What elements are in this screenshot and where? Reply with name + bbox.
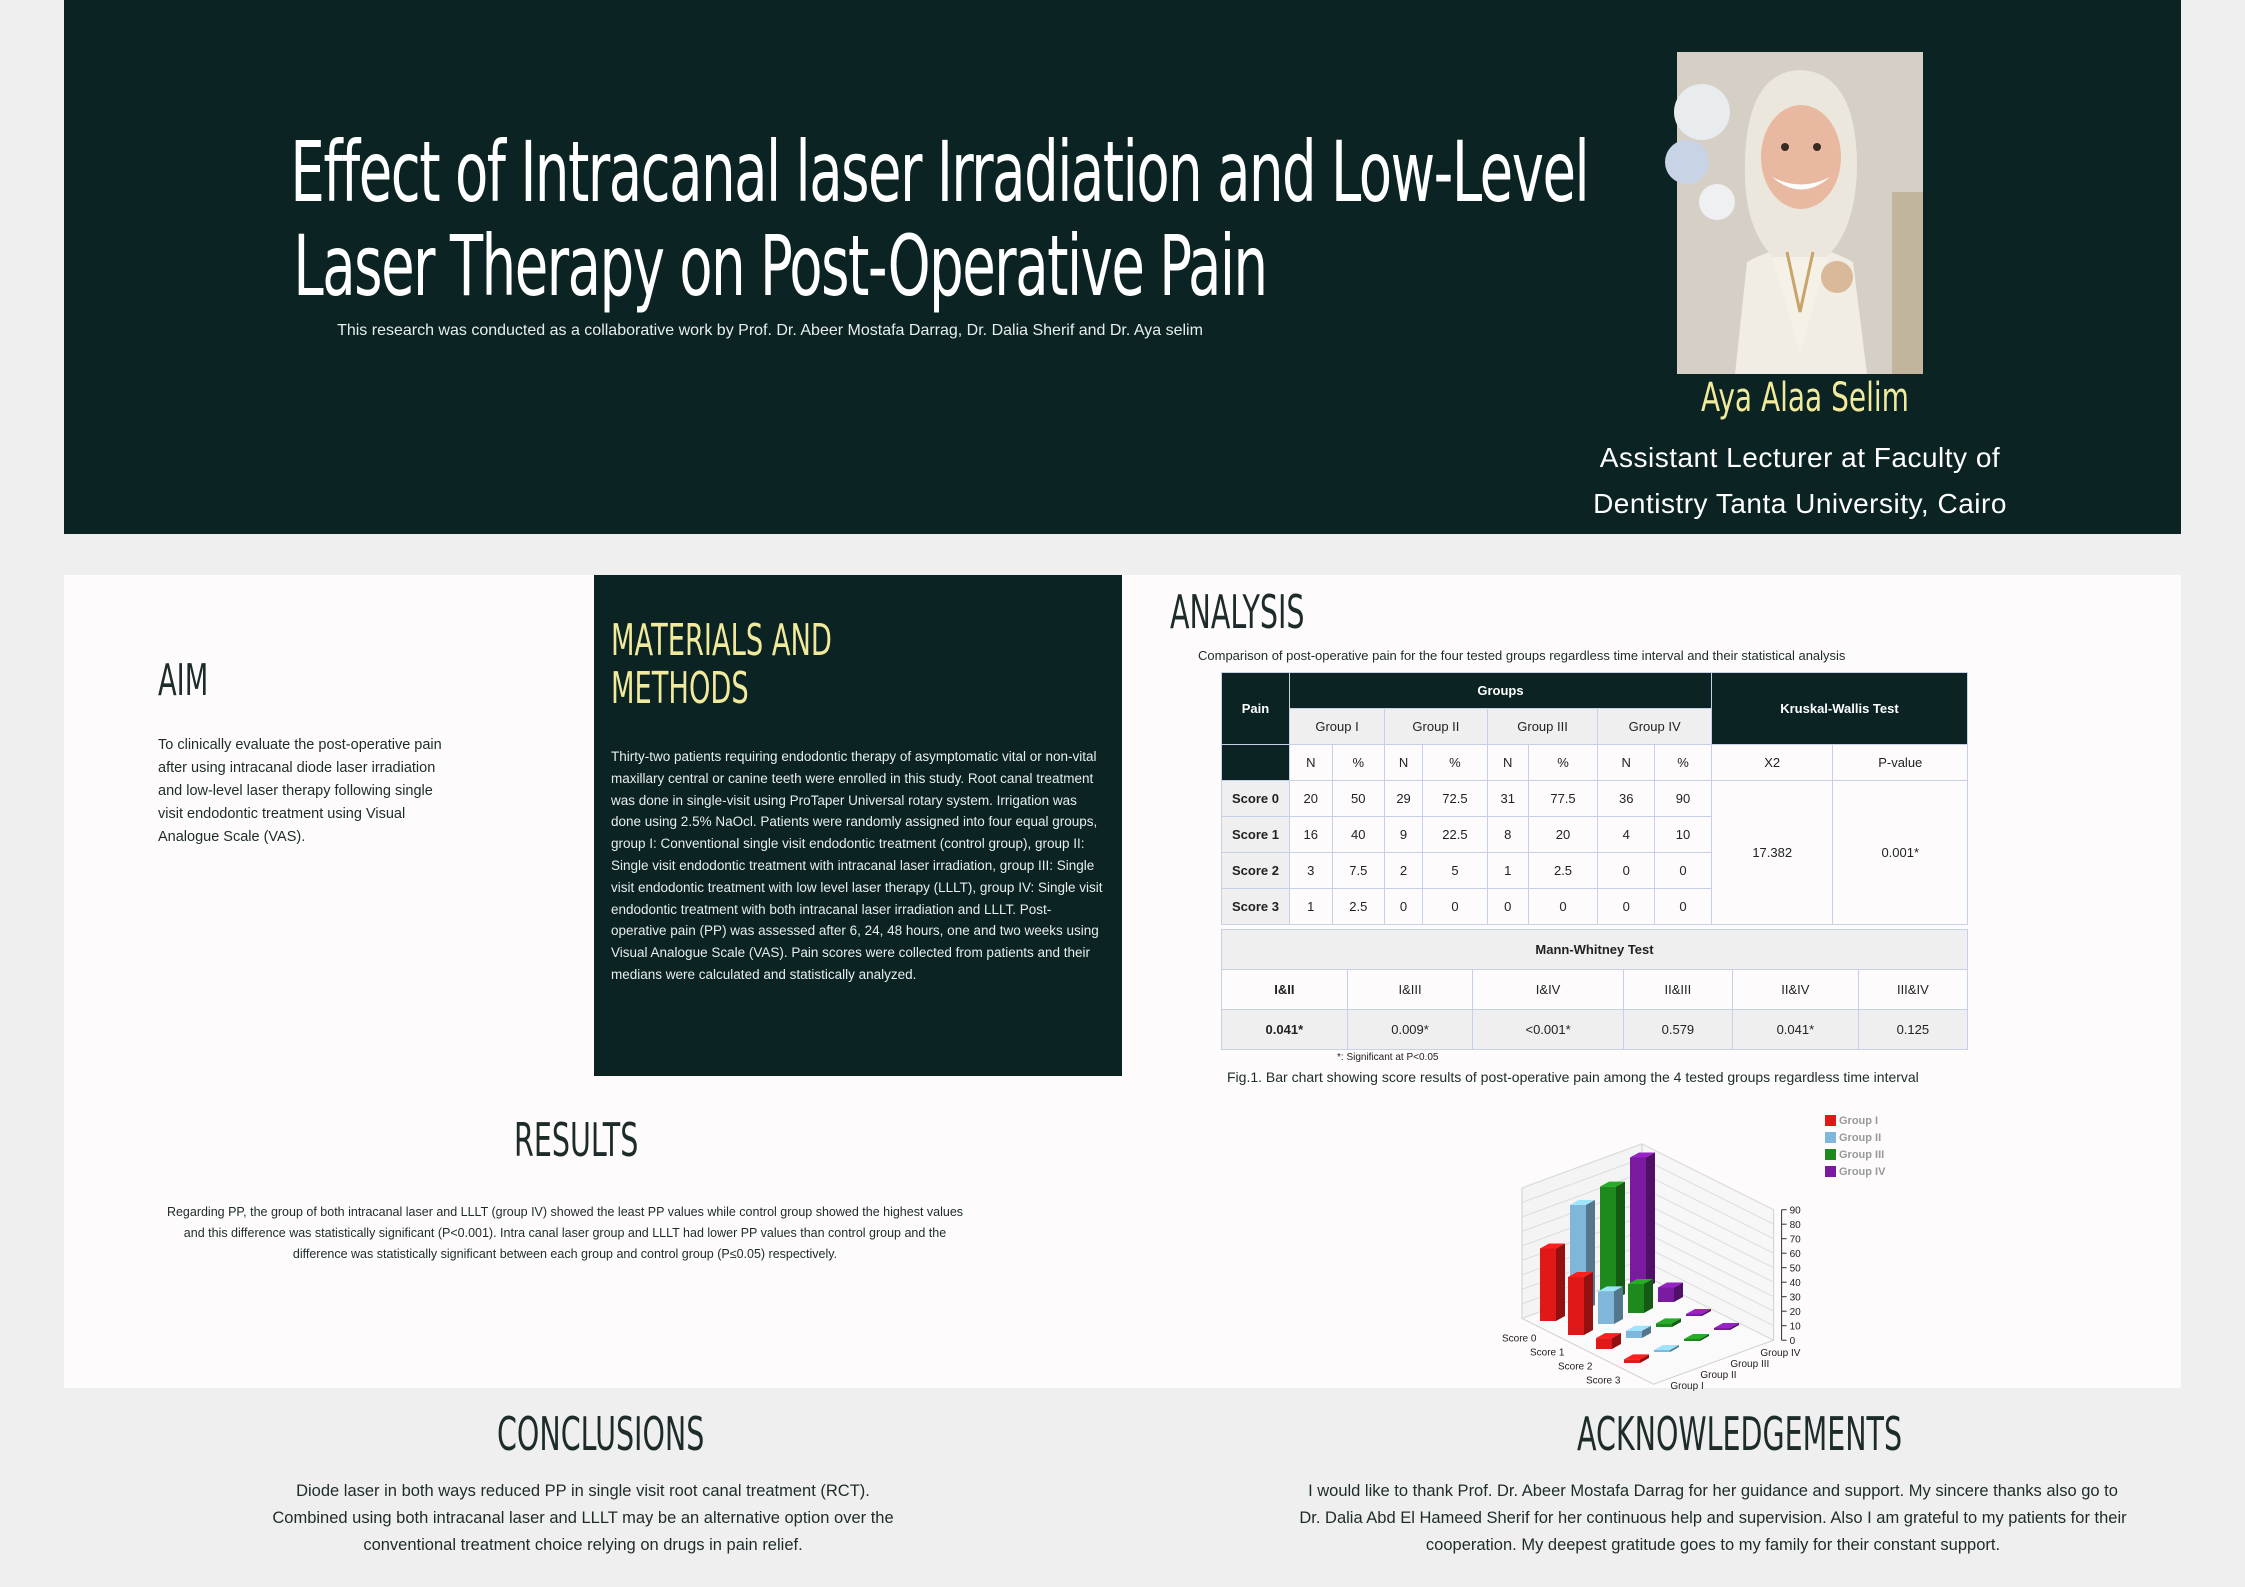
group-header: Group II: [1385, 709, 1488, 745]
chart-z-tick-label: 10: [1789, 1321, 1801, 1333]
chart-bar: [1628, 1284, 1644, 1313]
table-cell: 50: [1332, 781, 1384, 817]
chart-bar: [1626, 1331, 1642, 1338]
x2-header: X2: [1711, 745, 1833, 781]
mw-col-header: I&IV: [1473, 970, 1623, 1010]
chart-group-label: Group II: [1700, 1370, 1737, 1382]
chart-bar: [1600, 1187, 1616, 1299]
chart-legend-label: Group I: [1839, 1115, 1879, 1127]
results-text: Regarding PP, the group of both intracanal laser and LLLT (group IV) showed the least PP values while control group showed the highest values and this difference was statistically significant (P<0.001). Intra canal laser group and LLLT had lower PP values than control group and the difference was statistically significant between each group and control group (P≤0.05) respectively.: [166, 1205, 964, 1261]
author-role-line-2: Dentistry Tanta University, Cairo: [1593, 488, 2007, 519]
author-photo-image: [1677, 52, 1923, 374]
pain-spacer: [1222, 745, 1290, 781]
figure-caption: Fig.1. Bar chart showing score results of post-operative pain among the 4 tested groups regardless time interval: [1227, 1069, 1919, 1085]
results-heading: RESULTS: [514, 1113, 639, 1167]
mw-col-header: II&IV: [1733, 970, 1859, 1010]
row-label: Score 1: [1222, 817, 1290, 853]
chart-legend-label: Group IV: [1839, 1166, 1886, 1178]
chart-bar: [1686, 1314, 1702, 1316]
conclusions-text: Diode laser in both ways reduced PP in single visit root canal treatment (RCT). Combined using both intracanal laser and LLLT may be an alternative option over the conventional treatment choice relying on drugs in pain relief.: [272, 1482, 894, 1554]
table-cell: 0: [1487, 889, 1528, 925]
chart-bar: [1598, 1291, 1614, 1324]
table-cell: 1: [1487, 853, 1528, 889]
chart-z-tick-label: 60: [1789, 1249, 1801, 1261]
pain-table: [1221, 672, 1968, 925]
chart-bar: [1624, 1359, 1640, 1363]
row-label: Score 2: [1222, 853, 1290, 889]
row-label: Score 0: [1222, 781, 1290, 817]
pct-header: %: [1423, 745, 1488, 781]
table-cell: 36: [1598, 781, 1655, 817]
table-cell: 4: [1598, 817, 1655, 853]
analysis-heading: ANALYSIS: [1170, 585, 1305, 639]
chart-bar: [1568, 1277, 1584, 1335]
mw-value: 0.125: [1858, 1010, 1967, 1050]
table-cell: 16: [1290, 817, 1333, 853]
table-cell: 0: [1385, 889, 1423, 925]
chart-bar: [1656, 1323, 1672, 1327]
chart-bar-side: [1616, 1182, 1625, 1299]
chart-bar: [1684, 1339, 1700, 1341]
methods-heading-line-1: MATERIALS AND: [611, 615, 832, 666]
chart-legend-swatch: [1825, 1166, 1836, 1177]
pvalue-header: P-value: [1833, 745, 1968, 781]
pct-header: %: [1528, 745, 1598, 781]
table-cell: 9: [1385, 817, 1423, 853]
table-cell: 10: [1655, 817, 1712, 853]
table-cell: 29: [1385, 781, 1423, 817]
bar-chart-3d: [1458, 1093, 1913, 1393]
chart-category-label: Score 0: [1502, 1333, 1537, 1345]
subtitle: This research was conducted as a collaborative work by Prof. Dr. Abeer Mostafa Darrag, Dr. Dalia Sherif and Dr. Aya selim: [337, 322, 1203, 339]
chart-bar: [1630, 1158, 1646, 1289]
chart-legend-swatch: [1825, 1115, 1836, 1126]
aim-heading: AIM: [158, 655, 209, 706]
chart-z-tick-label: 80: [1789, 1220, 1801, 1232]
table-cell: 8: [1487, 817, 1528, 853]
chart-category-label: Score 2: [1558, 1361, 1593, 1373]
methods-heading: [611, 617, 832, 713]
group-header: Group III: [1487, 709, 1598, 745]
chart-z-tick-label: 20: [1789, 1307, 1801, 1319]
chart-legend-label: Group II: [1839, 1132, 1882, 1144]
conclusions-heading: CONCLUSIONS: [497, 1407, 705, 1461]
chart-z-tick-label: 70: [1789, 1234, 1801, 1246]
n-header: N: [1487, 745, 1528, 781]
table-cell: 2.5: [1332, 889, 1384, 925]
table-cell: 0: [1655, 853, 1712, 889]
chart-z-tick-label: 90: [1789, 1205, 1801, 1217]
group-header: Group IV: [1598, 709, 1712, 745]
chart-bar: [1540, 1249, 1556, 1322]
table-row: [1222, 781, 1968, 817]
chart-legend-swatch: [1825, 1149, 1836, 1160]
chart-bar: [1596, 1338, 1612, 1349]
table-cell: 5: [1423, 853, 1488, 889]
pain-header: Pain: [1222, 673, 1290, 745]
mw-col-header: I&II: [1222, 970, 1348, 1010]
table-cell: 40: [1332, 817, 1384, 853]
group-header: Group I: [1290, 709, 1385, 745]
chart-group-label: Group IV: [1760, 1348, 1801, 1360]
mw-col-header: I&III: [1347, 970, 1473, 1010]
significance-note: *: Significant at P<0.05: [1337, 1052, 1439, 1063]
chart-bar-side: [1646, 1153, 1655, 1289]
analysis-caption: Comparison of post-operative pain for the four tested groups regardless time interval and their statistical analysis: [1198, 648, 1846, 663]
table-cell: 20: [1290, 781, 1333, 817]
mw-value: <0.001*: [1473, 1010, 1623, 1050]
p-value: 0.001*: [1833, 781, 1968, 925]
mw-col-header: III&IV: [1858, 970, 1967, 1010]
table-cell: 7.5: [1332, 853, 1384, 889]
author-photo: [1677, 52, 1923, 374]
chart-z-tick-label: 30: [1789, 1292, 1801, 1304]
mw-value: 0.041*: [1222, 1010, 1348, 1050]
table-cell: 2.5: [1528, 853, 1598, 889]
table-cell: 0: [1598, 853, 1655, 889]
table-cell: 0: [1528, 889, 1598, 925]
chart-category-label: Score 3: [1586, 1375, 1621, 1387]
chart-bar-side: [1644, 1279, 1653, 1313]
chart-z-tick-label: 50: [1789, 1263, 1801, 1275]
x2-value: 17.382: [1711, 781, 1833, 925]
row-label: Score 3: [1222, 889, 1290, 925]
chart-z-tick-label: 40: [1789, 1278, 1801, 1290]
table-cell: 20: [1528, 817, 1598, 853]
acknowledgements-text: I would like to thank Prof. Dr. Abeer Mostafa Darrag for her guidance and support. My sincere thanks also go to Dr. Dalia Abd El Hameed Sherif for her continuous help and supervision. Also I am grateful to my patients for their cooperation. My deepest gratitude goes to my family for their constant support.: [1299, 1482, 2127, 1554]
chart-bar: [1654, 1350, 1670, 1352]
mann-whitney-header: Mann-Whitney Test: [1222, 930, 1968, 970]
mw-value: 0.579: [1623, 1010, 1732, 1050]
n-header: N: [1385, 745, 1423, 781]
chart-bar-side: [1584, 1272, 1593, 1335]
chart-legend-swatch: [1825, 1132, 1836, 1143]
chart-bar-side: [1556, 1244, 1565, 1322]
chart-z-tick-label: 0: [1789, 1336, 1796, 1348]
title-line-1: Effect of Intracanal laser Irradiation and Low-Level: [290, 123, 1589, 221]
table-cell: 77.5: [1528, 781, 1598, 817]
chart-group-label: Group III: [1730, 1359, 1770, 1371]
mw-value: 0.009*: [1347, 1010, 1473, 1050]
n-header: N: [1290, 745, 1333, 781]
table-cell: 31: [1487, 781, 1528, 817]
methods-heading-line-2: METHODS: [611, 663, 749, 714]
author-role-line-1: Assistant Lecturer at Faculty of: [1599, 442, 2001, 473]
chart-bar: [1658, 1288, 1674, 1303]
aim-text: To clinically evaluate the post-operative pain after using intracanal diode laser irradiation and low-level laser therapy following single visit endodontic treatment using Visual Analogue Scale (VAS).: [158, 737, 442, 845]
table-cell: 2: [1385, 853, 1423, 889]
table-cell: 0: [1423, 889, 1488, 925]
pct-header: %: [1332, 745, 1384, 781]
chart-bar-side: [1614, 1286, 1623, 1324]
mw-col-header: II&III: [1623, 970, 1732, 1010]
chart-legend-label: Group III: [1839, 1149, 1885, 1161]
chart-bar: [1714, 1328, 1730, 1330]
groups-header: Groups: [1290, 673, 1712, 709]
table-cell: 1: [1290, 889, 1333, 925]
pct-header: %: [1655, 745, 1712, 781]
title-line-2: Laser Therapy on Post-Operative Pain: [293, 217, 1267, 315]
n-header: N: [1598, 745, 1655, 781]
table-cell: 22.5: [1423, 817, 1488, 853]
author-name: Aya Alaa Selim: [1701, 375, 1909, 421]
mw-value: 0.041*: [1733, 1010, 1859, 1050]
mann-whitney-table: [1221, 929, 1968, 1050]
table-cell: 0: [1598, 889, 1655, 925]
table-cell: 0: [1655, 889, 1712, 925]
author-role: [1560, 435, 2040, 527]
kw-header: Kruskal-Wallis Test: [1711, 673, 1967, 745]
methods-text: Thirty-two patients requiring endodontic therapy of asymptomatic vital or non-vital maxillary central or canine teeth were enrolled in this study. Root canal treatment was done in single-visit using ProTaper Universal rotary system. Irrigation was done using 2.5% NaOcl. Patients were randomly assigned into four equal groups, group I: Conventional single visit endodontic treatment (control group), group II: Single visit endodontic treatment with intracanal laser irradiation, group III: Single visit endodontic treatment with low level laser therapy (LLLT), group IV: Single visit endodontic treatment with both intracanal laser irradiation and LLLT. Post-operative pain (PP) was assessed after 6, 24, 48 hours, one and two weeks using Visual Analogue Scale (VAS). Pain scores were collected from patients and their medians were calculated and statistically analyzed.: [611, 749, 1103, 982]
table-cell: 90: [1655, 781, 1712, 817]
table-cell: 3: [1290, 853, 1333, 889]
chart-category-label: Score 1: [1530, 1347, 1565, 1359]
chart-group-label: Group I: [1670, 1381, 1704, 1393]
poster-title: [100, 123, 1589, 325]
table-cell: 72.5: [1423, 781, 1488, 817]
acknowledgements-heading: ACKNOWLEDGEMENTS: [1577, 1407, 1903, 1461]
